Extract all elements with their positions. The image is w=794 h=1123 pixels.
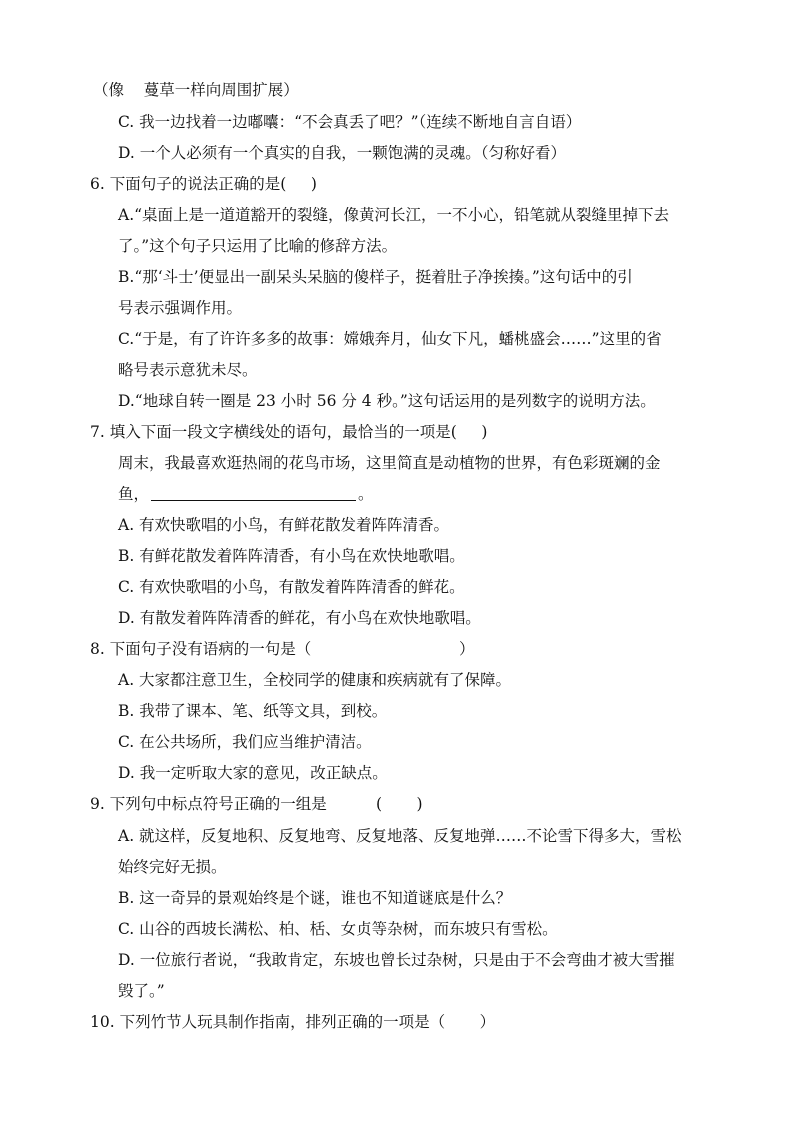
- option-b: B. 有鲜花散发着阵阵清香，有小鸟在欢快地歌唱。: [118, 547, 465, 565]
- option-c: C. 在公共场所，我们应当维护清洁。: [118, 733, 372, 751]
- option-c: C. 我一边找着一边嘟囔：“不会真丢了吧？”（连续不断地自言自语）: [118, 113, 582, 131]
- option-a: A. 大家都注意卫生，全校同学的健康和疾病就有了保障。: [118, 671, 512, 689]
- question-10: 10. 下列竹节人玩具制作指南，排列正确的一项是（ ）: [90, 1013, 496, 1031]
- text-line: 始终完好无损。: [118, 858, 227, 876]
- question-6: 6. 下面句子的说法正确的是( ): [90, 175, 317, 193]
- text-line: 略号表示意犹未尽。: [118, 361, 258, 379]
- question-8: 8. 下面句子没有语病的一句是（ ）: [90, 640, 475, 658]
- text-line: 号表示强调作用。: [118, 299, 243, 317]
- text-fragment: 鱼，: [118, 485, 150, 503]
- option-d: D. 一位旅行者说，“我敢肯定，东坡也曾长过杂树，只是由于不会弯曲才被大雪摧: [118, 951, 675, 969]
- option-a: A.“桌面上是一道道豁开的裂缝，像黄河长江，一不小心，铅笔就从裂缝里掉下去: [118, 206, 670, 224]
- answer-blank[interactable]: [151, 484, 356, 501]
- option-c: C.“于是，有了许许多多的故事：嫦娥奔月，仙女下凡，蟠桃盛会……”这里的省: [118, 330, 662, 348]
- option-d: D. 我一定听取大家的意见，改正缺点。: [118, 764, 388, 782]
- text-line: 毁了。”: [118, 982, 165, 1000]
- text-line: 了。”这个句子只运用了比喻的修辞方法。: [118, 237, 398, 255]
- question-9: 9. 下列句中标点符号正确的一组是 ( ): [90, 795, 423, 813]
- option-d: D. 有散发着阵阵清香的鲜花，有小鸟在欢快地歌唱。: [118, 609, 481, 627]
- option-a: A. 有欢快歌唱的小鸟，有鲜花散发着阵阵清香。: [118, 516, 450, 534]
- text-line: 周末，我最喜欢逛热闹的花鸟市场，这里简直是动植物的世界，有色彩斑斓的金: [118, 454, 661, 472]
- option-c: C. 山谷的西坡长满松、柏、栝、女贞等杂树，而东坡只有雪松。: [118, 920, 558, 938]
- option-b: B. 这一奇异的景观始终是个谜，谁也不知道谜底是什么？: [118, 889, 512, 907]
- fill-in-line: [118, 484, 374, 504]
- question-7: 7. 填入下面一段文字横线处的语句，最恰当的一项是( ): [90, 423, 488, 441]
- text-fragment: 。: [358, 485, 374, 503]
- option-d: D.“地球自转一圈是 23 小时 56 分 4 秒。”这句话运用的是列数字的说明方法。: [118, 392, 656, 410]
- option-c: C. 有欢快歌唱的小鸟，有散发着阵阵清香的鲜花。: [118, 578, 465, 596]
- option-d: D. 一个人必须有一个真实的自我，一颗饱满的灵魂。（匀称好看）: [118, 144, 566, 162]
- option-b: B.“那‘斗士’便显出一副呆头呆脑的傻样子，挺着肚子净挨揍。”这句话中的引: [118, 268, 633, 286]
- text-line: （像 蔓草一样向周围扩展）: [93, 81, 299, 99]
- option-a: A. 就这样，反复地积、反复地弯、反复地落、反复地弹……不论雪下得多大，雪松: [118, 827, 682, 845]
- option-b: B. 我带了课本、笔、纸等文具，到校。: [118, 702, 388, 720]
